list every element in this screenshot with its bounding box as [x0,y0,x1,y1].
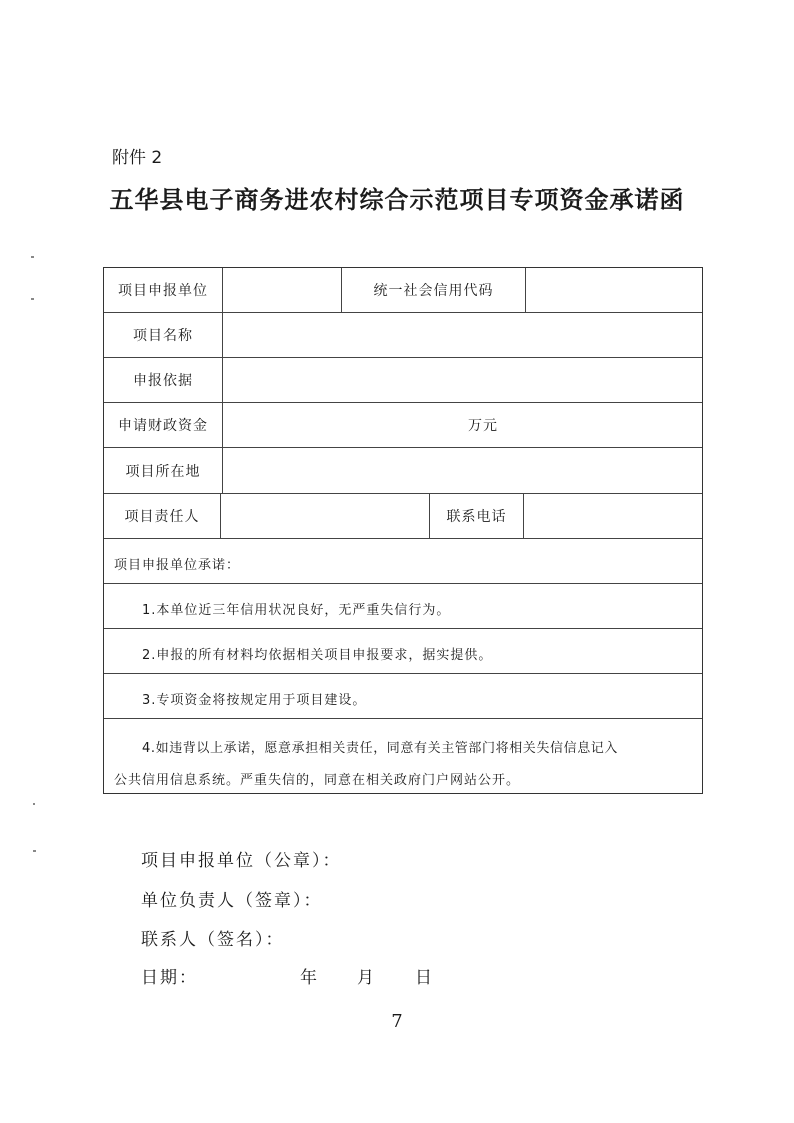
scan-speck [33,850,36,852]
location-label: 项目所在地 [125,463,201,480]
responsible-label: 项目责任人 [124,509,200,525]
basis-label: 申报依据 [133,373,193,389]
unit-head-label: 单位负责人（签章）： [141,891,323,911]
applicant-unit-label: 项目申报单位 [118,283,208,299]
funds-label: 申请财政资金 [118,418,208,434]
phone-field[interactable] [523,494,702,538]
date-day-label: 日 [415,968,432,988]
document-title: 五华县电子商务进农村综合示范项目专项资金承诺函 [109,185,685,214]
phone-label: 联系电话 [429,494,523,538]
row-applicant-unit [104,268,702,313]
funds-unit: 万元 [468,418,498,434]
date-label: 日期： [141,968,198,988]
date-month-label: 月 [357,968,374,988]
scan-speck [31,256,34,258]
seal-label: 项目申报单位（公章）： [141,851,342,871]
row-funds [104,403,702,448]
row-basis [104,358,702,403]
promise-item-2: 2.申报的所有材料均依据相关项目申报要求，据实提供。 [142,648,493,663]
commitment-form-table [103,267,703,794]
promise-item-1: 1.本单位近三年信用状况良好，无严重失信行为。 [142,603,451,618]
credit-code-field[interactable] [525,268,702,312]
promise-item-4-line-2: 公共信用信息系统。严重失信的，同意在相关政府门户网站公开。 [114,773,521,788]
funds-field[interactable] [222,403,702,447]
responsible-field[interactable] [220,494,429,538]
promise-heading: 项目申报单位承诺： [114,558,241,573]
row-promise-heading [104,539,702,584]
page-number: 7 [391,1011,403,1032]
attachment-label: 附件 2 [112,148,163,168]
contact-person-label: 联系人（签名）： [141,930,285,950]
scan-speck [31,298,34,300]
row-promise-2 [104,629,702,674]
date-year-label: 年 [300,968,317,988]
location-field[interactable] [222,448,702,493]
row-promise-4 [104,719,702,794]
row-project-name [104,313,702,358]
row-location [104,448,702,494]
applicant-unit-field[interactable] [222,268,341,312]
row-promise-1 [104,584,702,629]
promise-item-3: 3.专项资金将按规定用于项目建设。 [142,693,367,708]
credit-code-label: 统一社会信用代码 [341,268,525,312]
basis-field[interactable] [222,358,702,402]
project-name-label: 项目名称 [133,328,193,344]
project-name-field[interactable] [222,313,702,357]
promise-item-4-line-1: 4.如违背以上承诺，愿意承担相关责任，同意有关主管部门将相关失信信息记入 [142,741,619,756]
scan-speck [33,803,35,805]
row-responsible [104,494,702,539]
row-promise-3 [104,674,702,719]
